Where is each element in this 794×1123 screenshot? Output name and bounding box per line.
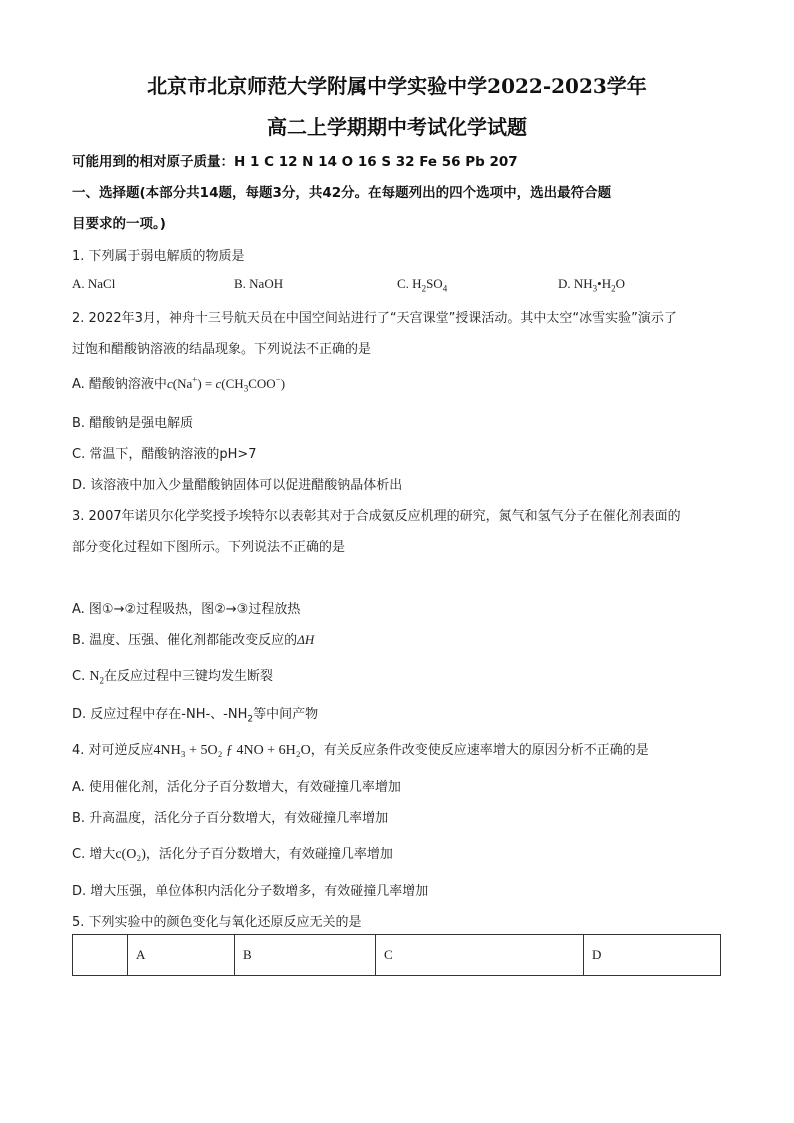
table-row <box>73 935 721 976</box>
q1-option-d: D. $NH_3•H_2O$ <box>558 276 626 294</box>
q4-option-c: C. 增大c(O₂)，活化分子百分数增大，有效碰撞几率增加 <box>72 847 393 862</box>
q2-option-b: B. 醋酸钠是强电解质 <box>72 416 194 431</box>
q1-option-a: A. NaCl <box>72 276 116 291</box>
q5-stem: 5. 下列实验中的颜色变化与氧化还原反应无关的是 <box>72 915 362 930</box>
q3-option-a: A. 图①→②过程吸热，图②→③过程放热 <box>72 602 301 617</box>
q1-option-c: C. $H_2SO_4$ <box>397 276 448 294</box>
table-cell: B <box>235 935 376 976</box>
q1-option-b: B. NaOH <box>234 276 284 291</box>
document-title-line1: 北京市北京师范大学附属中学实验中学2022-2023学年 <box>147 74 647 98</box>
q3-stem-line2: 部分变化过程如下图所示。下列说法不正确的是 <box>72 540 346 555</box>
q3-option-c: C. $N_2$在反应过程中三键均发生断裂 <box>72 669 273 686</box>
q2-option-c: C. 常温下，醋酸钠溶液的pH>7 <box>72 447 257 462</box>
atomic-masses: 可能用到的相对原子质量：H 1 C 12 N 14 O 16 S 32 Fe 56 Pb 207 <box>72 154 518 170</box>
q1-stem: 1. 下列属于弱电解质的物质是 <box>72 249 245 264</box>
q4-option-a: A. 使用催化剂，活化分子百分数增大，有效碰撞几率增加 <box>72 780 401 795</box>
q3-option-b: B. 温度、压强、催化剂都能改变反应的ΔH <box>72 632 315 648</box>
q4-option-b: B. 升高温度，活化分子百分数增大，有效碰撞几率增加 <box>72 811 389 826</box>
table-cell: D <box>584 935 721 976</box>
document-title-line2: 高二上学期期中考试化学试题 <box>267 115 527 139</box>
table-cell <box>73 935 128 976</box>
q2-option-a: A. 醋酸钠溶液中$c(Na^+) = c(CH_3COO^-)$ <box>72 374 286 394</box>
table-cell: C <box>376 935 584 976</box>
q2-option-d: D. 该溶液中加入少量醋酸钠固体可以促进醋酸钠晶体析出 <box>72 478 403 493</box>
q2-stem-line2: 过饱和醋酸钠溶液的结晶现象。下列说法不正确的是 <box>72 342 372 357</box>
q3-stem-line1: 3. 2007年诺贝尔化学奖授予埃特尔以表彰其对于合成氨反应机理的研究，氮气和氢气分子在催化剂表面的 <box>72 509 681 524</box>
section-heading-line1: 一、选择题(本部分共14题，每题3分，共42分。在每题列出的四个选项中，选出最符合题 <box>72 185 612 201</box>
q3-option-d: D. 反应过程中存在-NH-、$-NH_2$等中间产物 <box>72 707 319 725</box>
table-cell: A <box>128 935 235 976</box>
q4-stem: 4. 对可逆反应4NH₃ + 5O₂ ƒ 4NO + 6H₂O，有关反应条件改变使反应速率增大的原因分析不正确的是 <box>72 743 649 758</box>
q4-option-d: D. 增大压强，单位体积内活化分子数增多，有效碰撞几率增加 <box>72 884 429 899</box>
q2-stem-line1: 2. 2022年3月，神舟十三号航天员在中国空间站进行了“天宫课堂”授课活动。其中太空“冰雪实验”演示了 <box>72 311 677 326</box>
section-heading-line2: 目要求的一项。) <box>72 216 166 232</box>
q5-options-table <box>72 934 721 976</box>
